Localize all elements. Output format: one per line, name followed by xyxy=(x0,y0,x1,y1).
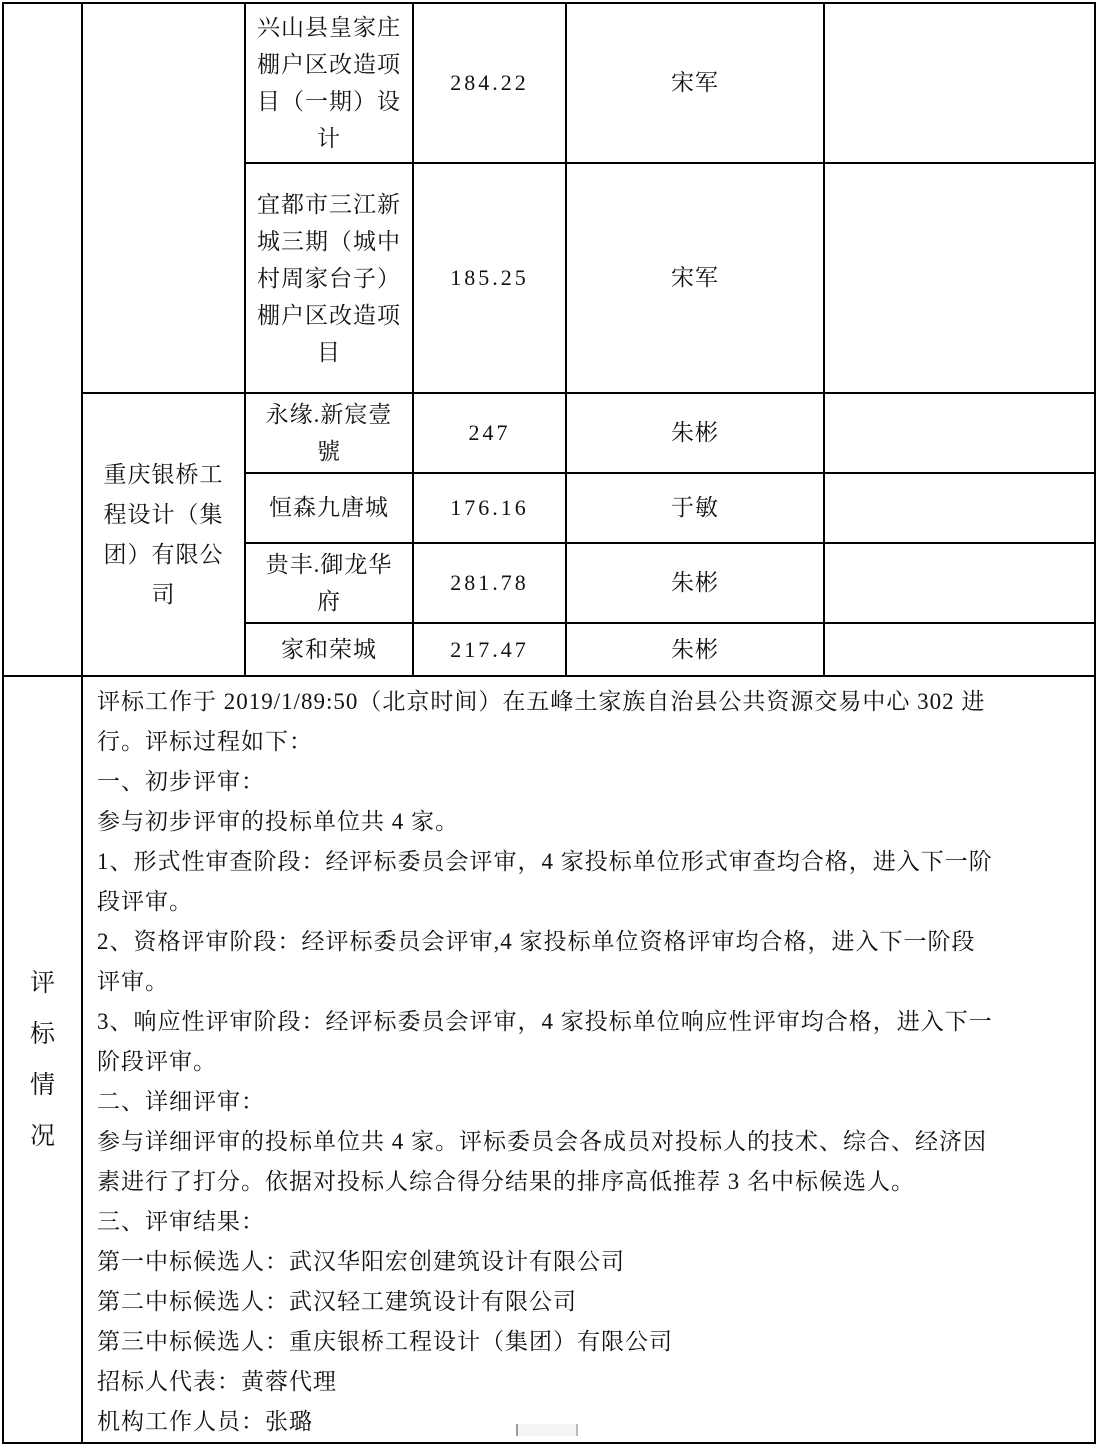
project-cell: 永缘.新宸壹號 xyxy=(245,393,413,473)
evaluation-text-line: 阶段评审。 xyxy=(97,1049,217,1074)
section-label-char: 情 xyxy=(29,1071,55,1099)
project-cell: 兴山县皇家庄棚户区改造项目（一期）设计 xyxy=(245,3,413,163)
company-cell xyxy=(82,3,245,393)
person-cell: 于敏 xyxy=(566,473,824,543)
amount-cell: 185.25 xyxy=(413,163,566,393)
section-label-char: 评 xyxy=(29,969,55,997)
evaluation-text-line: 三、评审结果： xyxy=(97,1209,265,1234)
amount-cell: 247 xyxy=(413,393,566,473)
project-cell: 宜都市三江新城三期（城中村周家台子）棚户区改造项目 xyxy=(245,163,413,393)
evaluation-text-line: 一、初步评审： xyxy=(97,769,265,794)
evaluation-text-line: 第二中标候选人：武汉轻工建筑设计有限公司 xyxy=(97,1289,577,1314)
evaluation-text-line: 段评审。 xyxy=(97,889,193,914)
person-cell: 宋军 xyxy=(566,163,824,393)
bid-evaluation-table xyxy=(2,2,1096,1444)
evaluation-text-line: 招标人代表：黄蓉代理 xyxy=(97,1369,337,1394)
evaluation-text-line: 素进行了打分。依据对投标人综合得分结果的排序高低推荐 3 名中标候选人。 xyxy=(97,1169,915,1194)
evaluation-text-line: 参与详细评审的投标单位共 4 家。评标委员会各成员对投标人的技术、综合、经济因 xyxy=(97,1129,987,1154)
evaluation-text-line: 1、形式性审查阶段：经评标委员会评审，4 家投标单位形式审查均合格，进入下一阶 xyxy=(97,849,993,874)
project-cell: 恒森九唐城 xyxy=(245,473,413,543)
section-label xyxy=(30,958,55,1162)
empty-cell xyxy=(824,473,1095,543)
evaluation-text-line: 第三中标候选人：重庆银桥工程设计（集团）有限公司 xyxy=(97,1329,673,1354)
person-cell: 宋军 xyxy=(566,3,824,163)
person-cell: 朱彬 xyxy=(566,623,824,676)
empty-cell xyxy=(824,3,1095,163)
left-spacer-cell xyxy=(3,3,82,676)
company-cell: 重庆银桥工程设计（集团）有限公司 xyxy=(82,393,245,676)
section-label-char: 标 xyxy=(29,1020,55,1048)
evaluation-text-line: 2、资格评审阶段：经评标委员会评审,4 家投标单位资格评审均合格，进入下一阶段 xyxy=(97,929,976,954)
empty-cell xyxy=(824,163,1095,393)
table-row xyxy=(3,393,1095,473)
empty-cell xyxy=(824,543,1095,623)
amount-cell: 217.47 xyxy=(413,623,566,676)
section-label-cell xyxy=(3,676,82,1443)
evaluation-text-line: 3、响应性评审阶段：经评标委员会评审，4 家投标单位响应性评审均合格，进入下一 xyxy=(97,1009,993,1034)
table-row xyxy=(3,3,1095,163)
evaluation-text-line: 二、详细评审： xyxy=(97,1089,265,1114)
evaluation-text-line: 参与初步评审的投标单位共 4 家。 xyxy=(97,809,459,834)
person-cell: 朱彬 xyxy=(566,393,824,473)
amount-cell: 284.22 xyxy=(413,3,566,163)
evaluation-text-line: 机构工作人员：张璐 xyxy=(97,1409,313,1434)
amount-cell: 281.78 xyxy=(413,543,566,623)
evaluation-text-line: 行。评标过程如下： xyxy=(97,729,313,754)
page-edge-artifact xyxy=(516,1424,578,1436)
empty-cell xyxy=(824,623,1095,676)
project-cell: 家和荣城 xyxy=(245,623,413,676)
project-cell: 贵丰.御龙华府 xyxy=(245,543,413,623)
evaluation-text-line: 评审。 xyxy=(97,969,169,994)
section-label-char: 况 xyxy=(29,1122,55,1150)
amount-cell: 176.16 xyxy=(413,473,566,543)
evaluation-text xyxy=(82,676,1095,1443)
empty-cell xyxy=(824,393,1095,473)
evaluation-text-line: 第一中标候选人：武汉华阳宏创建筑设计有限公司 xyxy=(97,1249,625,1274)
table-row xyxy=(3,676,1095,1443)
person-cell: 朱彬 xyxy=(566,543,824,623)
evaluation-text-line: 评标工作于 2019/1/89:50（北京时间）在五峰土家族自治县公共资源交易中心 302 进 xyxy=(97,689,986,714)
